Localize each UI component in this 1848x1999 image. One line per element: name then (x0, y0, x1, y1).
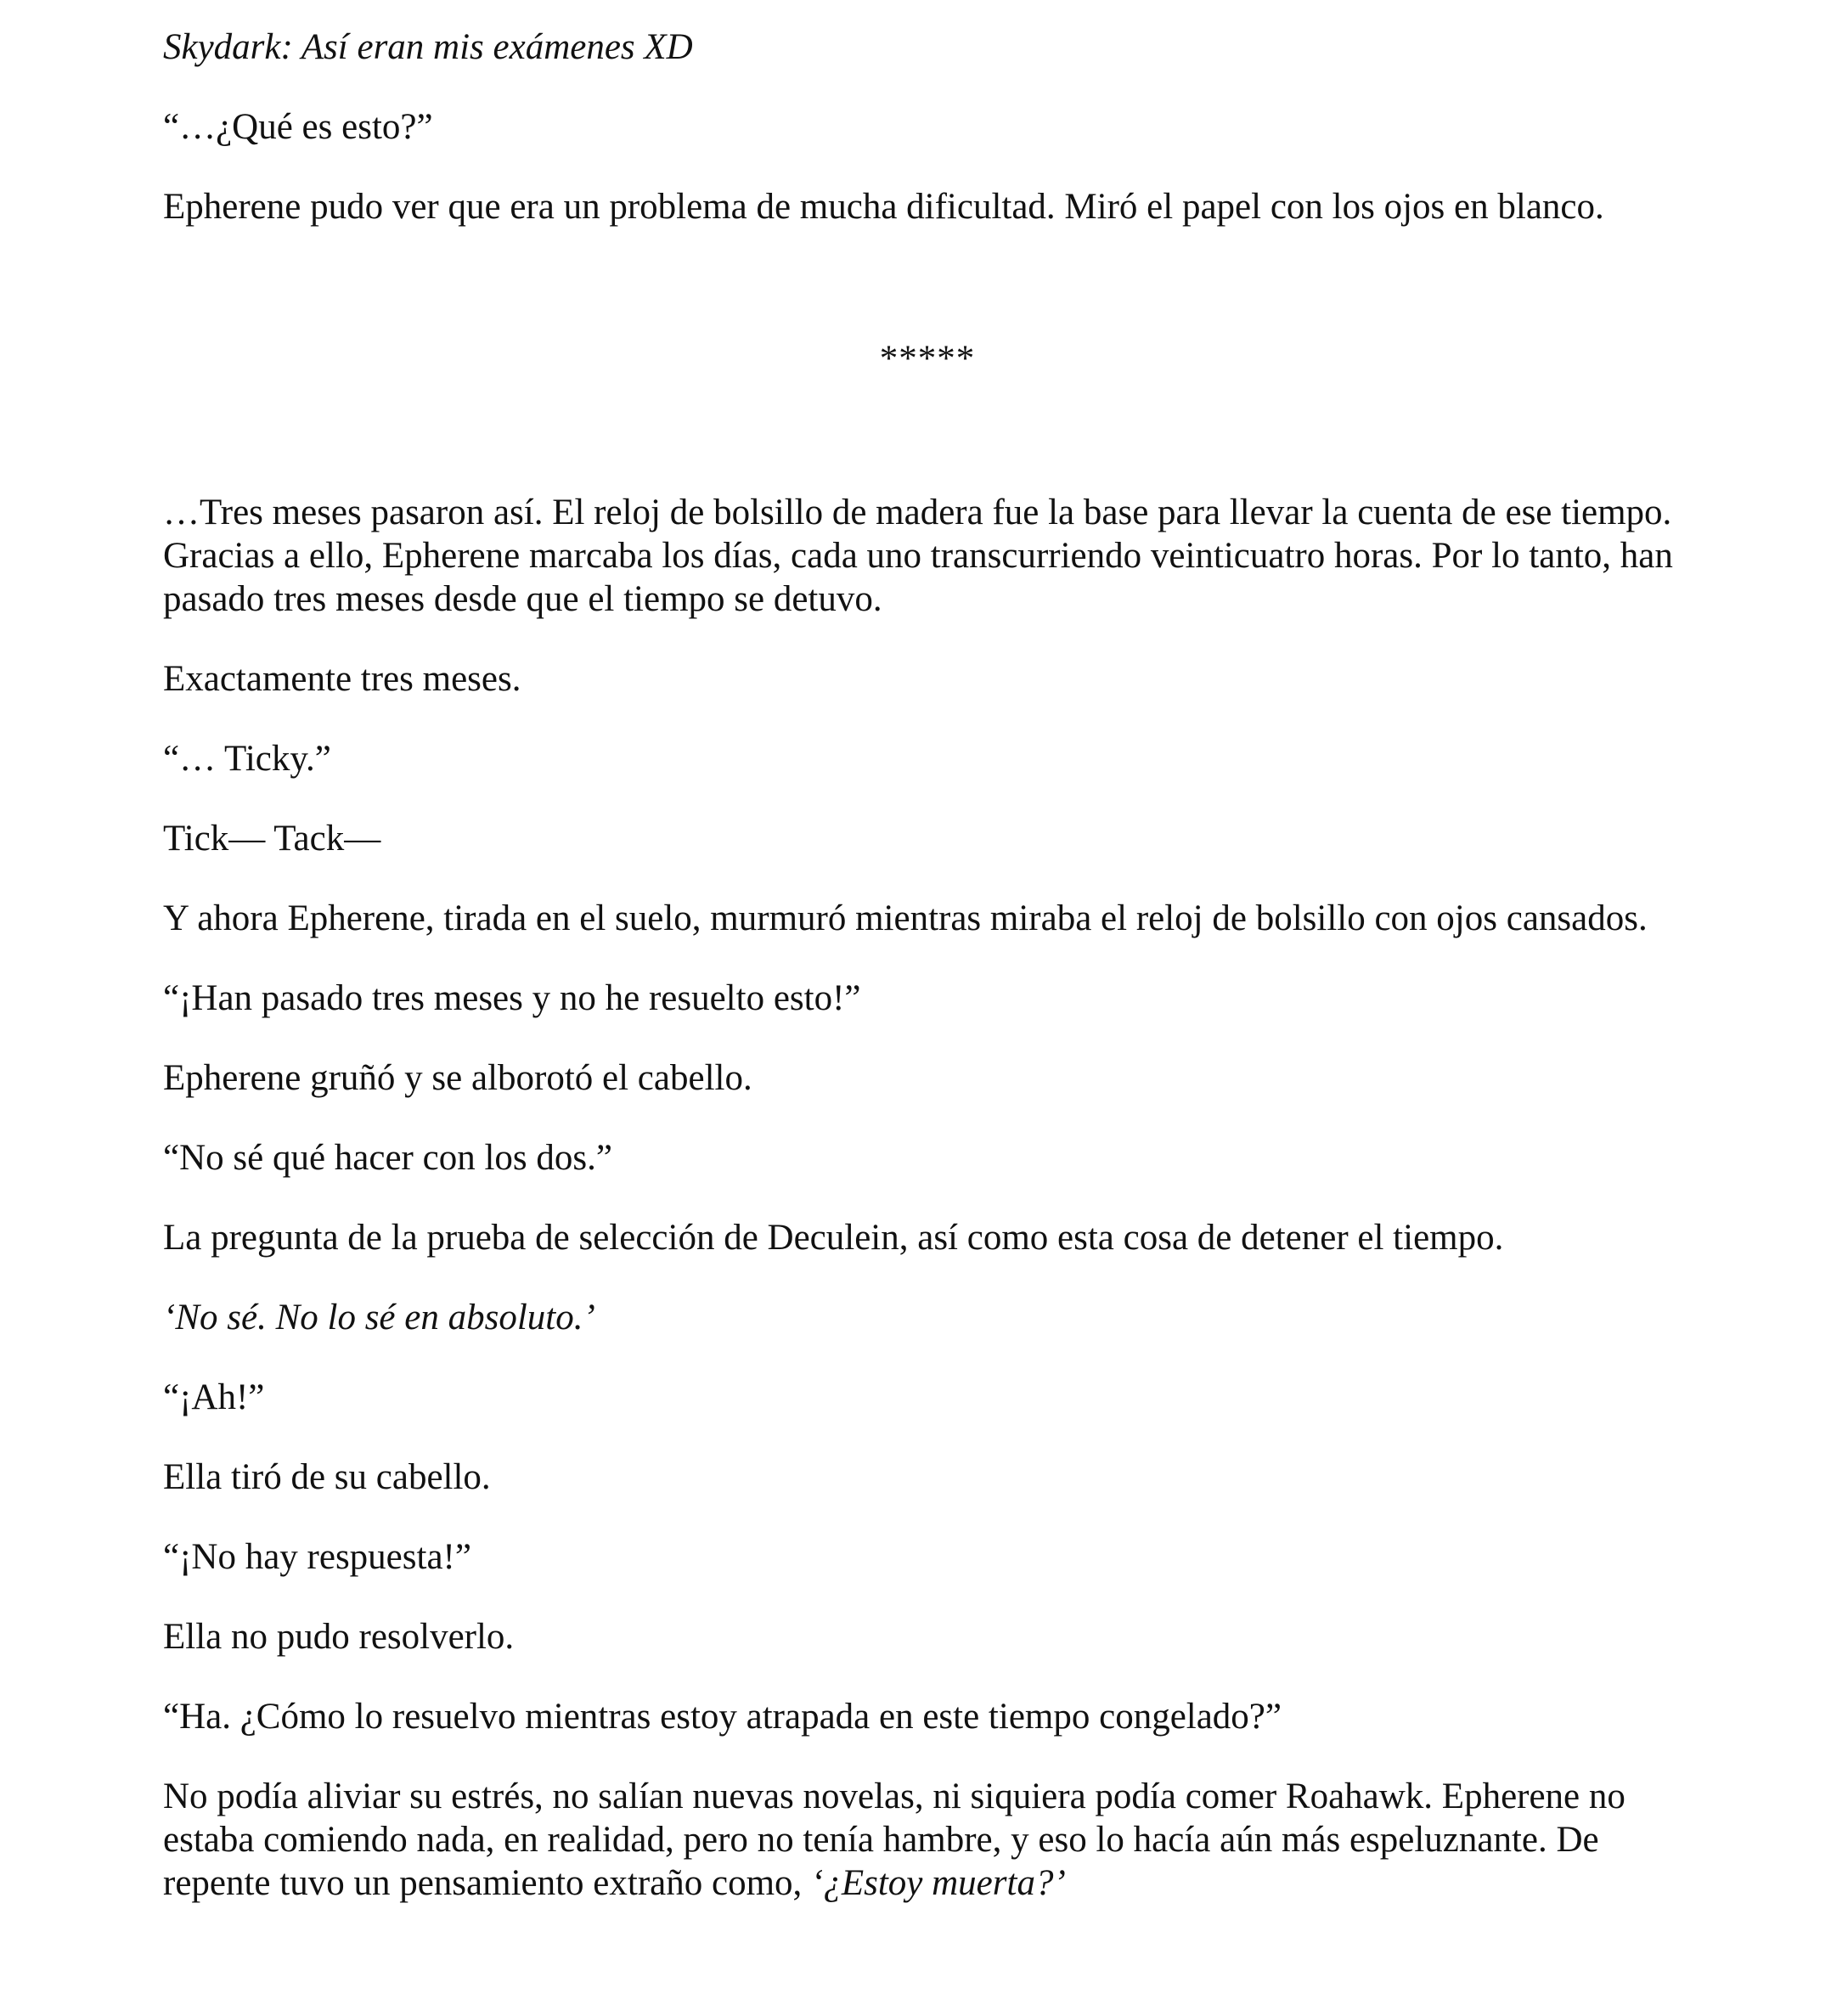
narration-paragraph: Epherene gruñó y se alborotó el cabello. (163, 1058, 752, 1098)
narration-paragraph: Ella tiró de su cabello. (163, 1457, 491, 1497)
inner-thought: ‘No sé. No lo sé en absoluto.’ (163, 1298, 595, 1337)
dialogue-line: “¡Ah!” (163, 1377, 265, 1417)
narration-paragraph: La pregunta de la prueba de selección de Deculein, así como esta cosa de detener el tiempo. (163, 1218, 1504, 1258)
narration-paragraph: Epherene pudo ver que era un problema de mucha dificultad. Miró el papel con los ojos en blanco. (163, 187, 1604, 227)
section-separator: ***** (879, 339, 976, 379)
narration-text: No podía aliviar su estrés, no salían nuevas novelas, ni siquiera podía comer Roahawk. Epherene no estaba comiendo nada, en realidad, pero no tenía hambre, y eso lo hacía aún más espeluznante. De repente tuvo un pensamiento extraño como, (163, 1777, 1625, 1903)
dialogue-line: “… Ticky.” (163, 739, 331, 779)
narration-paragraph: Ella no pudo resolverlo. (163, 1617, 515, 1657)
inner-thought: ‘¿Estoy muerta?’ (811, 1863, 1066, 1903)
dialogue-line: “No sé qué hacer con los dos.” (163, 1138, 612, 1178)
dialogue-line: “¡Han pasado tres meses y no he resuelto esto!” (163, 978, 861, 1018)
narration-paragraph: Y ahora Epherene, tirada en el suelo, murmuró mientras miraba el reloj de bolsillo con ojos cansados. (163, 898, 1648, 938)
dialogue-line: “…¿Qué es esto?” (163, 107, 433, 147)
dialogue-line: “¡No hay respuesta!” (163, 1537, 471, 1577)
narration-paragraph: Exactamente tres meses. (163, 659, 521, 699)
sound-effect-line: Tick— Tack— (163, 819, 381, 859)
translator-note: Skydark: Así eran mis exámenes XD (163, 27, 693, 67)
narration-paragraph: …Tres meses pasaron así. El reloj de bolsillo de madera fue la base para llevar la cuenta de ese tiempo. Gracias a ello, Epherene marcaba los días, cada uno transcurriendo veinticuatro horas. Por lo tanto, han pasado tres meses desde que el tiempo se detuvo. (163, 493, 1673, 619)
document-page (163, 25, 1692, 1905)
dialogue-line: “Ha. ¿Cómo lo resuelvo mientras estoy atrapada en este tiempo congelado?” (163, 1697, 1282, 1737)
narration-paragraph-final (163, 1775, 1692, 1905)
